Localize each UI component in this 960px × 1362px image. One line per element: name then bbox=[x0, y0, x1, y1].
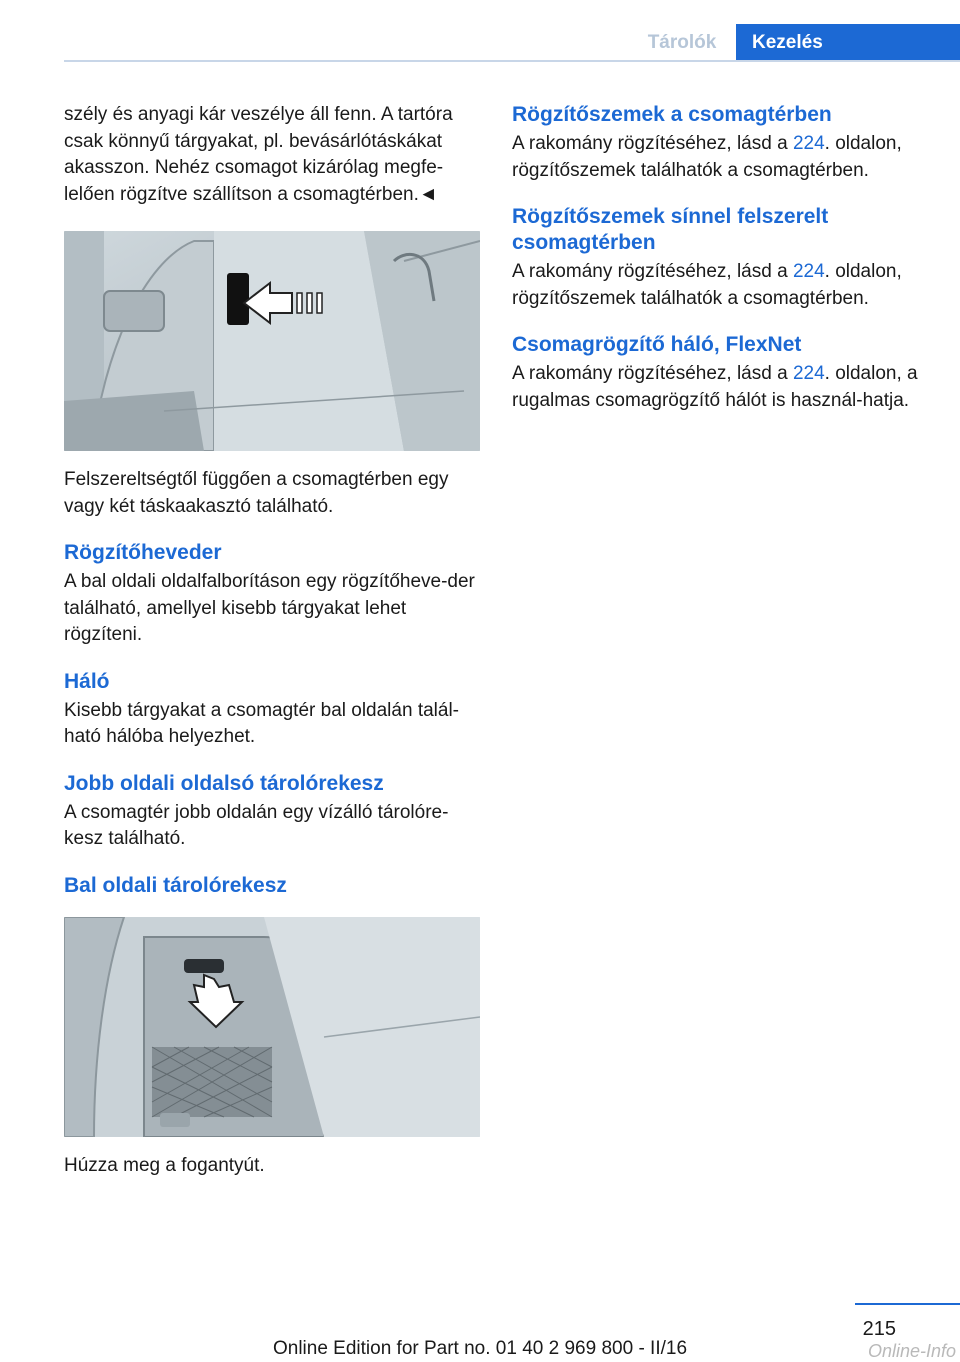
section-tab[interactable]: Tárolók bbox=[647, 32, 717, 53]
paragraph-right-compartment: A csomagtér jobb oldalán egy vízálló tárolóre‐kesz található. bbox=[64, 801, 449, 849]
header-divider bbox=[64, 60, 960, 62]
heading-left-compartment: Bal oldali tárolórekesz bbox=[64, 873, 287, 897]
watermark: Online-Info bbox=[867, 1341, 956, 1361]
paragraph-flexnet bbox=[512, 361, 924, 414]
text-segment: . oldalon, a rugalmas csomagrögzítő hálót is használ‐hatja. bbox=[512, 363, 918, 411]
page-link-224[interactable]: 224 bbox=[792, 363, 825, 384]
edition-line: Online Edition for Part no. 01 40 2 969 800 - II/16 bbox=[272, 1338, 688, 1359]
text-segment: . oldalon, rögzítőszemek találhatók a csomagtérben. bbox=[512, 133, 902, 181]
paragraph-net: Kisebb tárgyakat a csomagtér bal oldalán talál‐ható hálóba helyezhet. bbox=[64, 699, 460, 747]
chapter-tab[interactable]: Kezelés bbox=[736, 24, 960, 62]
paragraph-lashing-eyes bbox=[512, 131, 924, 184]
paragraph-strap: A bal oldali oldalfalborításon egy rögzítőheve‐der található, amellyel kisebb tárgyakat lehet rögzíteni. bbox=[64, 571, 475, 645]
footer-divider bbox=[855, 1303, 960, 1305]
text-segment: A rakomány rögzítéséhez, lásd a bbox=[512, 363, 793, 384]
page-link-224[interactable]: 224 bbox=[792, 133, 825, 154]
left-column bbox=[64, 102, 482, 1179]
text-segment: A rakomány rögzítéséhez, lásd a bbox=[512, 261, 793, 282]
page-link-224[interactable]: 224 bbox=[792, 261, 825, 282]
heading-flexnet: Csomagrögzítő háló, FlexNet bbox=[512, 333, 802, 356]
intro-paragraph: szély és anyagi kár veszélye áll fenn. A tartóra csak könnyű tárgyakat, pl. bevásárlótáskákat akasszon. Nehéz csomagot kizárólag megfe‐lelően rögzítve szállítson a csomagtérben.◄ bbox=[64, 104, 453, 205]
figure-caption-handle: Húzza meg a fogantyút. bbox=[64, 1154, 265, 1176]
page-number: 215 bbox=[862, 1318, 896, 1340]
left-compartment-figure bbox=[64, 917, 480, 1137]
heading-right-compartment: Jobb oldali oldalsó tárolórekesz bbox=[64, 771, 384, 795]
paragraph-rail-lashing-eyes bbox=[512, 259, 924, 312]
heading-rail-lashing-eyes: Rögzítőszemek sínnel felszerelt csomagtérben bbox=[512, 205, 829, 254]
figure-caption-hooks: Felszereltségtől függően a csomagtérben egy vagy két táskaakasztó található. bbox=[64, 469, 449, 517]
bag-hook-figure bbox=[64, 231, 480, 451]
text-segment: A rakomány rögzítéséhez, lásd a bbox=[512, 133, 793, 154]
right-column bbox=[512, 102, 924, 414]
text-segment: . oldalon, rögzítőszemek találhatók a csomagtérben. bbox=[512, 261, 902, 309]
heading-net: Háló bbox=[64, 669, 110, 693]
heading-strap: Rögzítőheveder bbox=[64, 541, 222, 564]
heading-lashing-eyes: Rögzítőszemek a csomagtérben bbox=[512, 103, 832, 126]
